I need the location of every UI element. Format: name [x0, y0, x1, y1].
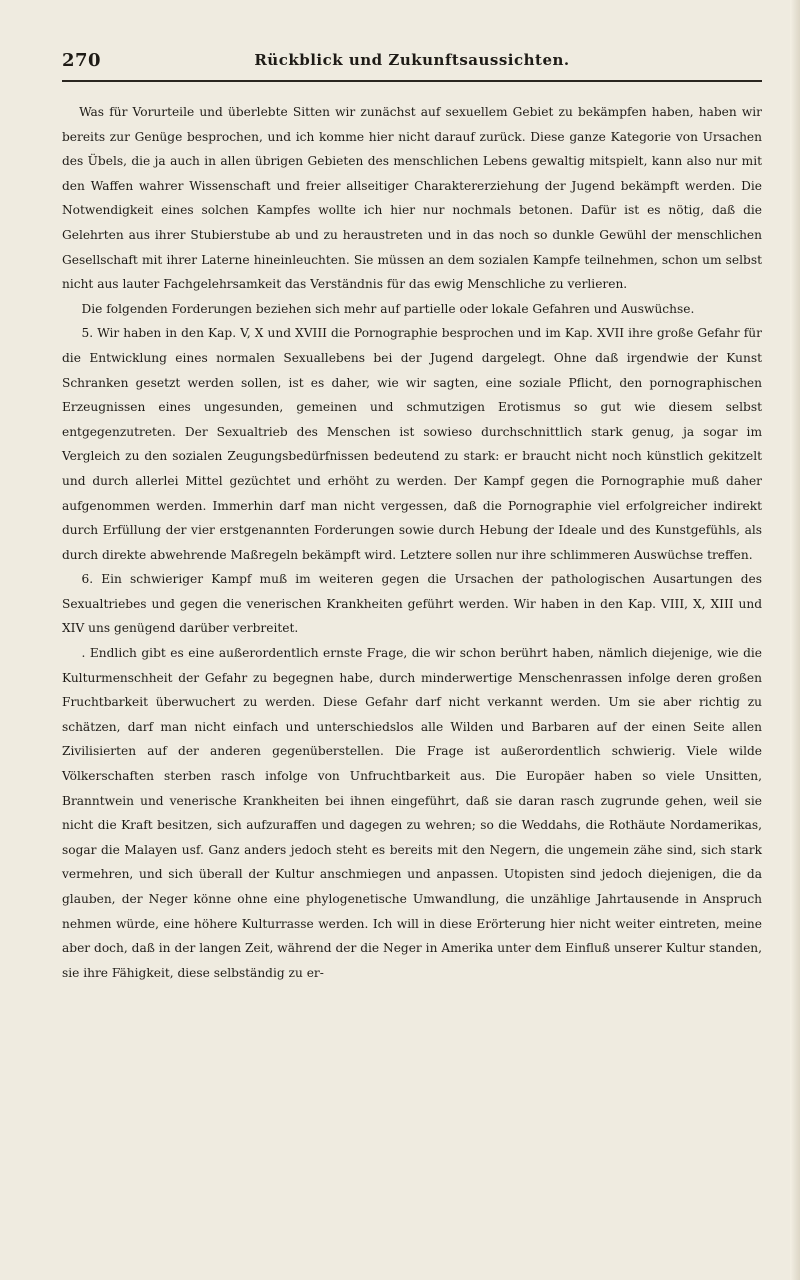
paragraph: . Endlich gibt es eine außerordentlich ernste Frage, die wir schon berührt haben, nämlich diejenige, wie die Kulturmenschheit der Gefahr zu begegnen habe, durch minderwertige Menschenrassen infolge deren großen Fruchtbarkeit überwuchert zu werden. Diese Gefahr darf nicht verkannt werden. Um sie aber richtig zu schätzen, darf man nicht einfach und unterschiedslos alle Wilden und Barbaren auf der einen Seite allen Zivilisierten auf der anderen gegenüberstellen. Die Frage ist außerordentlich schwierig. Viele wilde Völkerschaften sterben rasch infolge von Unfruchtbarkeit aus. Die Europäer haben so viele Unsitten, Branntwein und venerische Krankheiten bei ihnen eingeführt, daß sie daran rasch zugrunde gehen, weil sie nicht die Kraft besitzen, sich aufzuraffen und dagegen zu wehren; so die Weddahs, die Rothäute Nordamerikas, sogar die Malayen usf. Ganz anders jedoch steht es bereits mit den Negern, die ungemein zähe sind, sich stark vermehren, und sich überall der Kultur anschmiegen und anpassen. Utopisten sind jedoch diejenigen, die da glauben, der Neger könne ohne eine phylogenetische Umwandlung, die unzählige Jahrtausende in Anspruch nehmen würde, eine höhere Kulturrasse werden. Ich will in diese Erörterung hier nicht weiter eintreten, meine aber doch, daß in der langen Zeit, während der die Neger in Amerika unter dem Einfluß unserer Kultur standen, sie ihre Fähigkeit, diese selbständig zu er-	[62, 646, 762, 980]
body-text	[62, 100, 762, 985]
paragraph: 5. Wir haben in den Kap. V, X und XVIII die Pornographie besprochen und im Kap. XVII ihre große Gefahr für die Entwicklung eines normalen Sexuallebens bei der Jugend dargelegt. Ohne daß irgendwie der Kunst Schranken gesetzt werden sollen, ist es daher, wie wir sagten, eine soziale Pflicht, den pornographischen Erzeugnissen eines ungesunden, gemeinen und schmutzigen Erotismus so gut wie diesem selbst entgegenzutreten. Der Sexualtrieb des Menschen ist sowieso durchschnittlich stark genug, ja sogar im Vergleich zu den sozialen Zeugungsbedürfnissen bedeutend zu stark: er braucht nicht noch künstlich gekitzelt und durch allerlei Mittel gezüchtet und erhöht zu werden. Der Kampf gegen die Pornographie muß daher aufgenommen werden. Immerhin darf man nicht vergessen, daß die Pornographie viel erfolgreicher indirekt durch Erfüllung der vier erstgenannten Forderungen sowie durch Hebung der Ideale und des Kunstgefühls, als durch direkte abwehrende Maßregeln bekämpft wird. Letztere sollen nur ihre schlimmeren Auswüchse treffen.	[62, 326, 762, 562]
paragraph: 6. Ein schwieriger Kampf muß im weiteren gegen die Ursachen der pathologischen Ausartungen des Sexualtriebes und gegen die venerischen Krankheiten geführt werden. Wir haben in den Kap. VIII, X, XIII und XIV uns genügend darüber verbreitet.	[62, 572, 762, 636]
header-rule	[62, 80, 762, 82]
paragraph: Die folgenden Forderungen beziehen sich mehr auf partielle oder lokale Gefahren und Auswüchse.	[81, 301, 695, 316]
page-header	[62, 50, 762, 76]
running-head: Rückblick und Zukunftsaussichten.	[254, 51, 570, 69]
paragraph: Was für Vorurteile und überlebte Sitten wir zunächst auf sexuellem Gebiet zu bekämpfen haben, haben wir bereits zur Genüge besprochen, und ich komme hier nicht darauf zurück. Diese ganze Kategorie von Ursachen des Übels, die ja auch in allen übrigen Gebieten des menschlichen Lebens gewaltig mitspielt, kann also nur mit den Waffen wahrer Wissenschaft und freier allseitiger Charaktererziehung der Jugend bekämpft werden. Die Notwendigkeit eines solchen Kampfes wollte ich hier nur nochmals betonen. Dafür ist es nötig, daß die Gelehrten aus ihrer Stubierstube ab und zu heraustreten und in das noch so dunkle Gewühl der menschlichen Gesellschaft mit ihrer Laterne hineinleuchten. Sie müssen an dem sozialen Kampfe teilnehmen, schon um selbst nicht aus lauter Fachgelehrsamkeit das Verständnis für das ewig Menschliche zu verlieren.	[62, 105, 762, 292]
page-edge	[790, 0, 800, 1280]
page-number: 270	[62, 50, 102, 71]
